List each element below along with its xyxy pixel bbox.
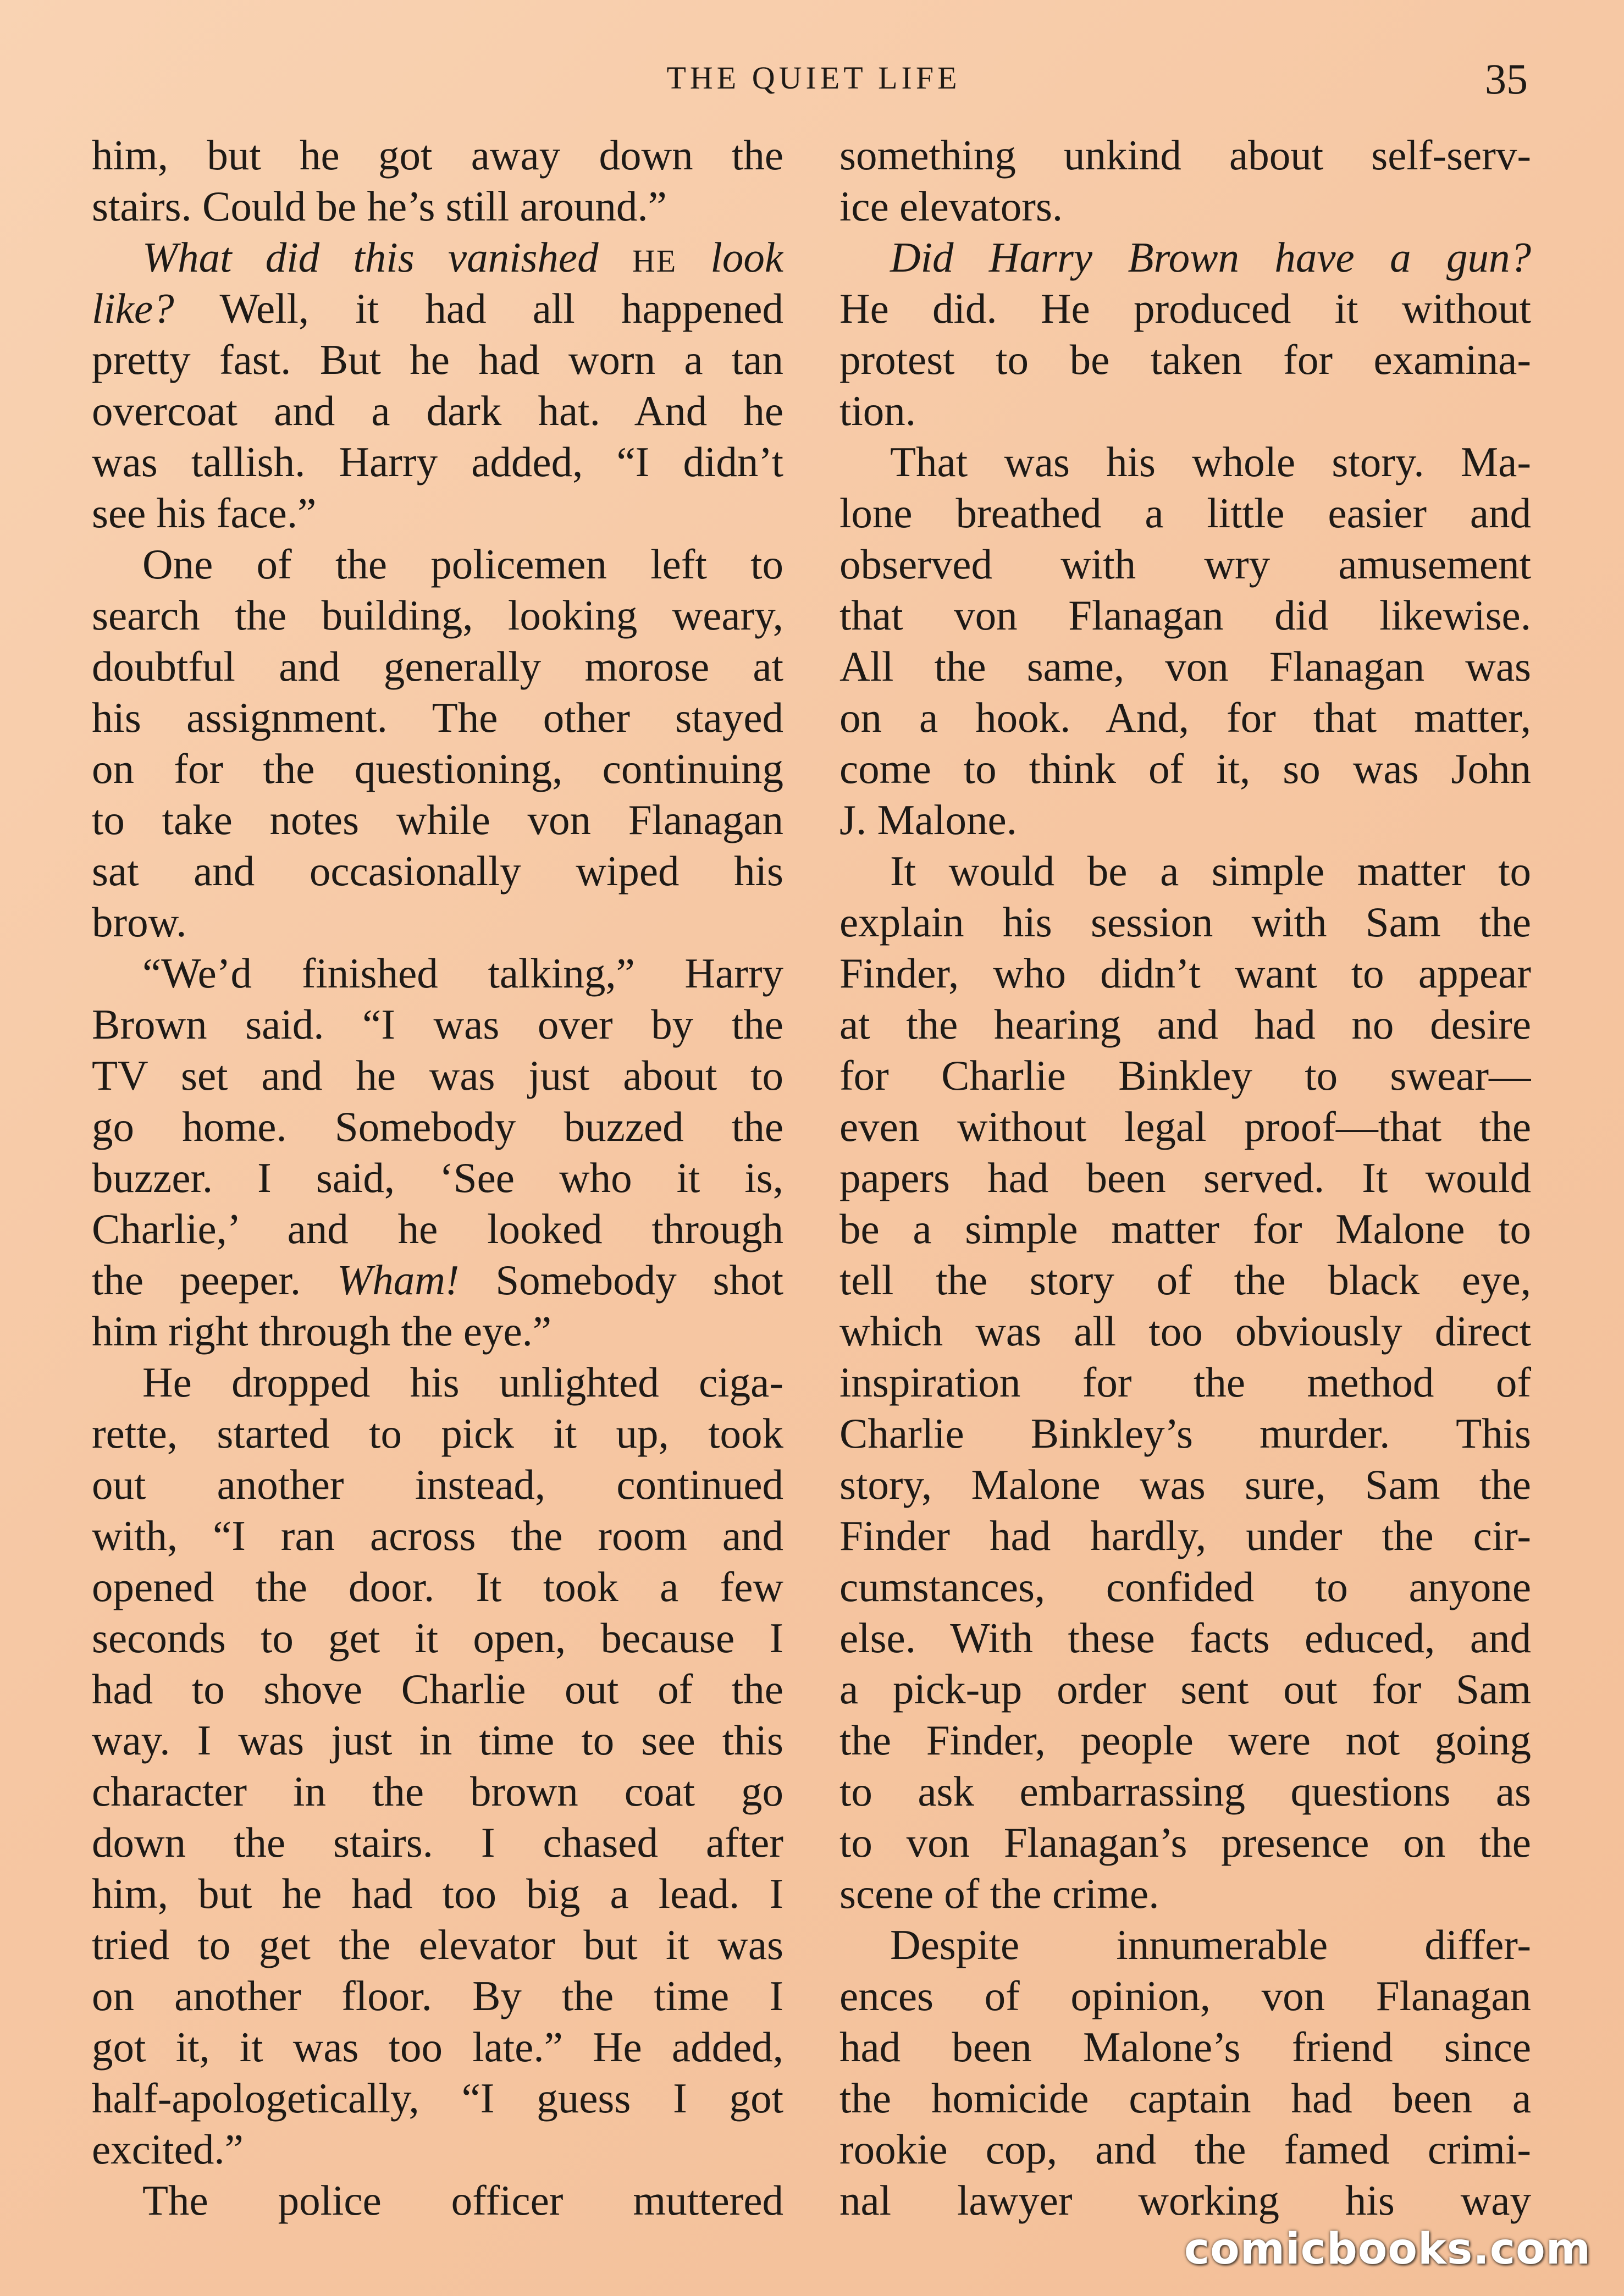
text-line: The police officer muttered — [142, 2177, 783, 2224]
text-line: be a simple matter for Malone to — [839, 1205, 1531, 1252]
text-line: with, “I ran across the room and — [92, 1512, 783, 1559]
text-line: One of the policemen left to — [142, 540, 783, 588]
right-text-column — [839, 130, 1531, 2230]
text-line: down the stairs. I chased after — [92, 1819, 783, 1866]
text-line: He dropped his unlighted ciga- — [142, 1359, 783, 1406]
text-line — [839, 232, 1531, 283]
text-line: had to shove Charlie out of the — [92, 1665, 783, 1713]
text-line: He did. He produced it without — [839, 285, 1531, 332]
italic-text: What did this vanished — [142, 234, 632, 281]
italic-text: Did Harry Brown have a gun? — [890, 234, 1531, 281]
text-line: was tallish. Harry added, “I didn’t — [92, 438, 783, 485]
text-line: half-apologetically, “I guess I got — [92, 2074, 783, 2122]
text-line: opened the door. It took a few — [92, 1563, 783, 1610]
text-line: doubtful and generally morose at — [92, 643, 783, 690]
text-line — [92, 1255, 783, 1306]
text-line: rookie cop, and the famed crimi- — [839, 2126, 1531, 2173]
text-line — [92, 232, 783, 283]
text-line: It would be a simple matter to — [890, 847, 1531, 895]
text-line: ences of opinion, von Flanagan — [839, 1972, 1531, 2019]
text-line: Charlie Binkley’s murder. This — [839, 1410, 1531, 1457]
text-line: observed with wry amusement — [839, 540, 1531, 588]
text-line: for Charlie Binkley to swear— — [839, 1052, 1531, 1099]
text-line: on a hook. And, for that matter, — [839, 694, 1531, 741]
text-line: Finder had hardly, under the cir- — [839, 1512, 1531, 1559]
text-line: Brown said. “I was over by the — [92, 1001, 783, 1048]
text-line: even without legal proof—that the — [839, 1103, 1531, 1150]
text-line: TV set and he was just about to — [92, 1052, 783, 1099]
text-line: scene of the crime. — [839, 1870, 1159, 1917]
text-line: on for the questioning, continuing — [92, 745, 783, 792]
text-line: nal lawyer working his way — [839, 2177, 1531, 2224]
text-line: pretty fast. But he had worn a tan — [92, 336, 783, 383]
text-line: his assignment. The other stayed — [92, 694, 783, 741]
text-line: tell the story of the black eye, — [839, 1256, 1531, 1304]
italic-text: look — [677, 234, 783, 281]
text-line: buzzer. I said, ‘See who it is, — [92, 1154, 783, 1201]
running-title: THE QUIET LIFE — [666, 60, 961, 96]
text-line: at the hearing and had no desire — [839, 1001, 1531, 1048]
text-line: something unkind about self-serv- — [839, 131, 1531, 179]
running-head — [0, 55, 1624, 107]
text-line: papers had been served. It would — [839, 1154, 1531, 1201]
text-segment: Well, it had all happened — [174, 285, 783, 332]
text-line: character in the brown coat go — [92, 1768, 783, 1815]
text-line: the homicide captain had been a — [839, 2074, 1531, 2122]
text-line: story, Malone was sure, Sam the — [839, 1461, 1531, 1508]
small-caps-text: HE — [632, 243, 677, 279]
text-line: him, but he had too big a lead. I — [92, 1870, 783, 1917]
text-line: excited.” — [92, 2126, 244, 2173]
watermark-logo: comicbooks.com — [1184, 2225, 1591, 2274]
text-line: protest to be taken for examina- — [839, 336, 1531, 383]
text-line: Charlie,’ and he looked through — [92, 1205, 783, 1252]
text-line: him, but he got away down the — [92, 131, 783, 179]
italic-text: Wham! — [337, 1256, 460, 1304]
text-line: tried to get the elevator but it was — [92, 1921, 783, 1968]
text-line: overcoat and a dark hat. And he — [92, 387, 783, 434]
italic-text: like? — [92, 285, 174, 332]
text-line: come to think of it, so was John — [839, 745, 1531, 792]
text-line — [92, 283, 783, 334]
text-line: to von Flanagan’s presence on the — [839, 1819, 1531, 1866]
page-number: 35 — [1485, 55, 1528, 103]
text-line: rette, started to pick it up, took — [92, 1410, 783, 1457]
text-line: see his face.” — [92, 489, 317, 537]
left-text-column — [92, 130, 783, 2230]
text-line: had been Malone’s friend since — [839, 2023, 1531, 2071]
text-line: on another floor. By the time I — [92, 1972, 783, 2019]
text-line: which was all too obviously direct — [839, 1307, 1531, 1355]
text-line: search the building, looking weary, — [92, 592, 783, 639]
text-line: lone breathed a little easier and — [839, 489, 1531, 537]
text-line: ice elevators. — [839, 183, 1063, 230]
text-line: to ask embarrassing questions as — [839, 1768, 1531, 1815]
text-line: That was his whole story. Ma- — [890, 438, 1531, 485]
text-line: J. Malone. — [839, 796, 1017, 843]
text-line: tion. — [839, 387, 916, 434]
text-line: him right through the eye.” — [92, 1307, 552, 1355]
text-line: “We’d finished talking,” Harry — [142, 950, 783, 997]
text-line: sat and occasionally wiped his — [92, 847, 783, 895]
text-segment: the peeper. — [92, 1256, 338, 1304]
text-line: inspiration for the method of — [839, 1359, 1531, 1406]
text-line: else. With these facts educed, and — [839, 1614, 1531, 1662]
text-line: brow. — [92, 898, 187, 946]
text-line: Despite innumerable differ- — [890, 1921, 1531, 1968]
text-line: to take notes while von Flanagan — [92, 796, 783, 843]
text-line: that von Flanagan did likewise. — [839, 592, 1531, 639]
text-line: way. I was just in time to see this — [92, 1717, 783, 1764]
text-line: a pick-up order sent out for Sam — [839, 1665, 1531, 1713]
text-line: cumstances, confided to anyone — [839, 1563, 1531, 1610]
text-line: the Finder, people were not going — [839, 1717, 1531, 1764]
text-line: explain his session with Sam the — [839, 898, 1531, 946]
text-line: Finder, who didn’t want to appear — [839, 950, 1531, 997]
text-line: got it, it was too late.” He added, — [92, 2023, 783, 2071]
text-segment: Somebody shot — [459, 1256, 783, 1304]
text-line: All the same, von Flanagan was — [839, 643, 1531, 690]
text-line: go home. Somebody buzzed the — [92, 1103, 783, 1150]
text-line: seconds to get it open, because I — [92, 1614, 783, 1662]
text-line: out another instead, continued — [92, 1461, 783, 1508]
text-line: stairs. Could be he’s still around.” — [92, 183, 667, 230]
